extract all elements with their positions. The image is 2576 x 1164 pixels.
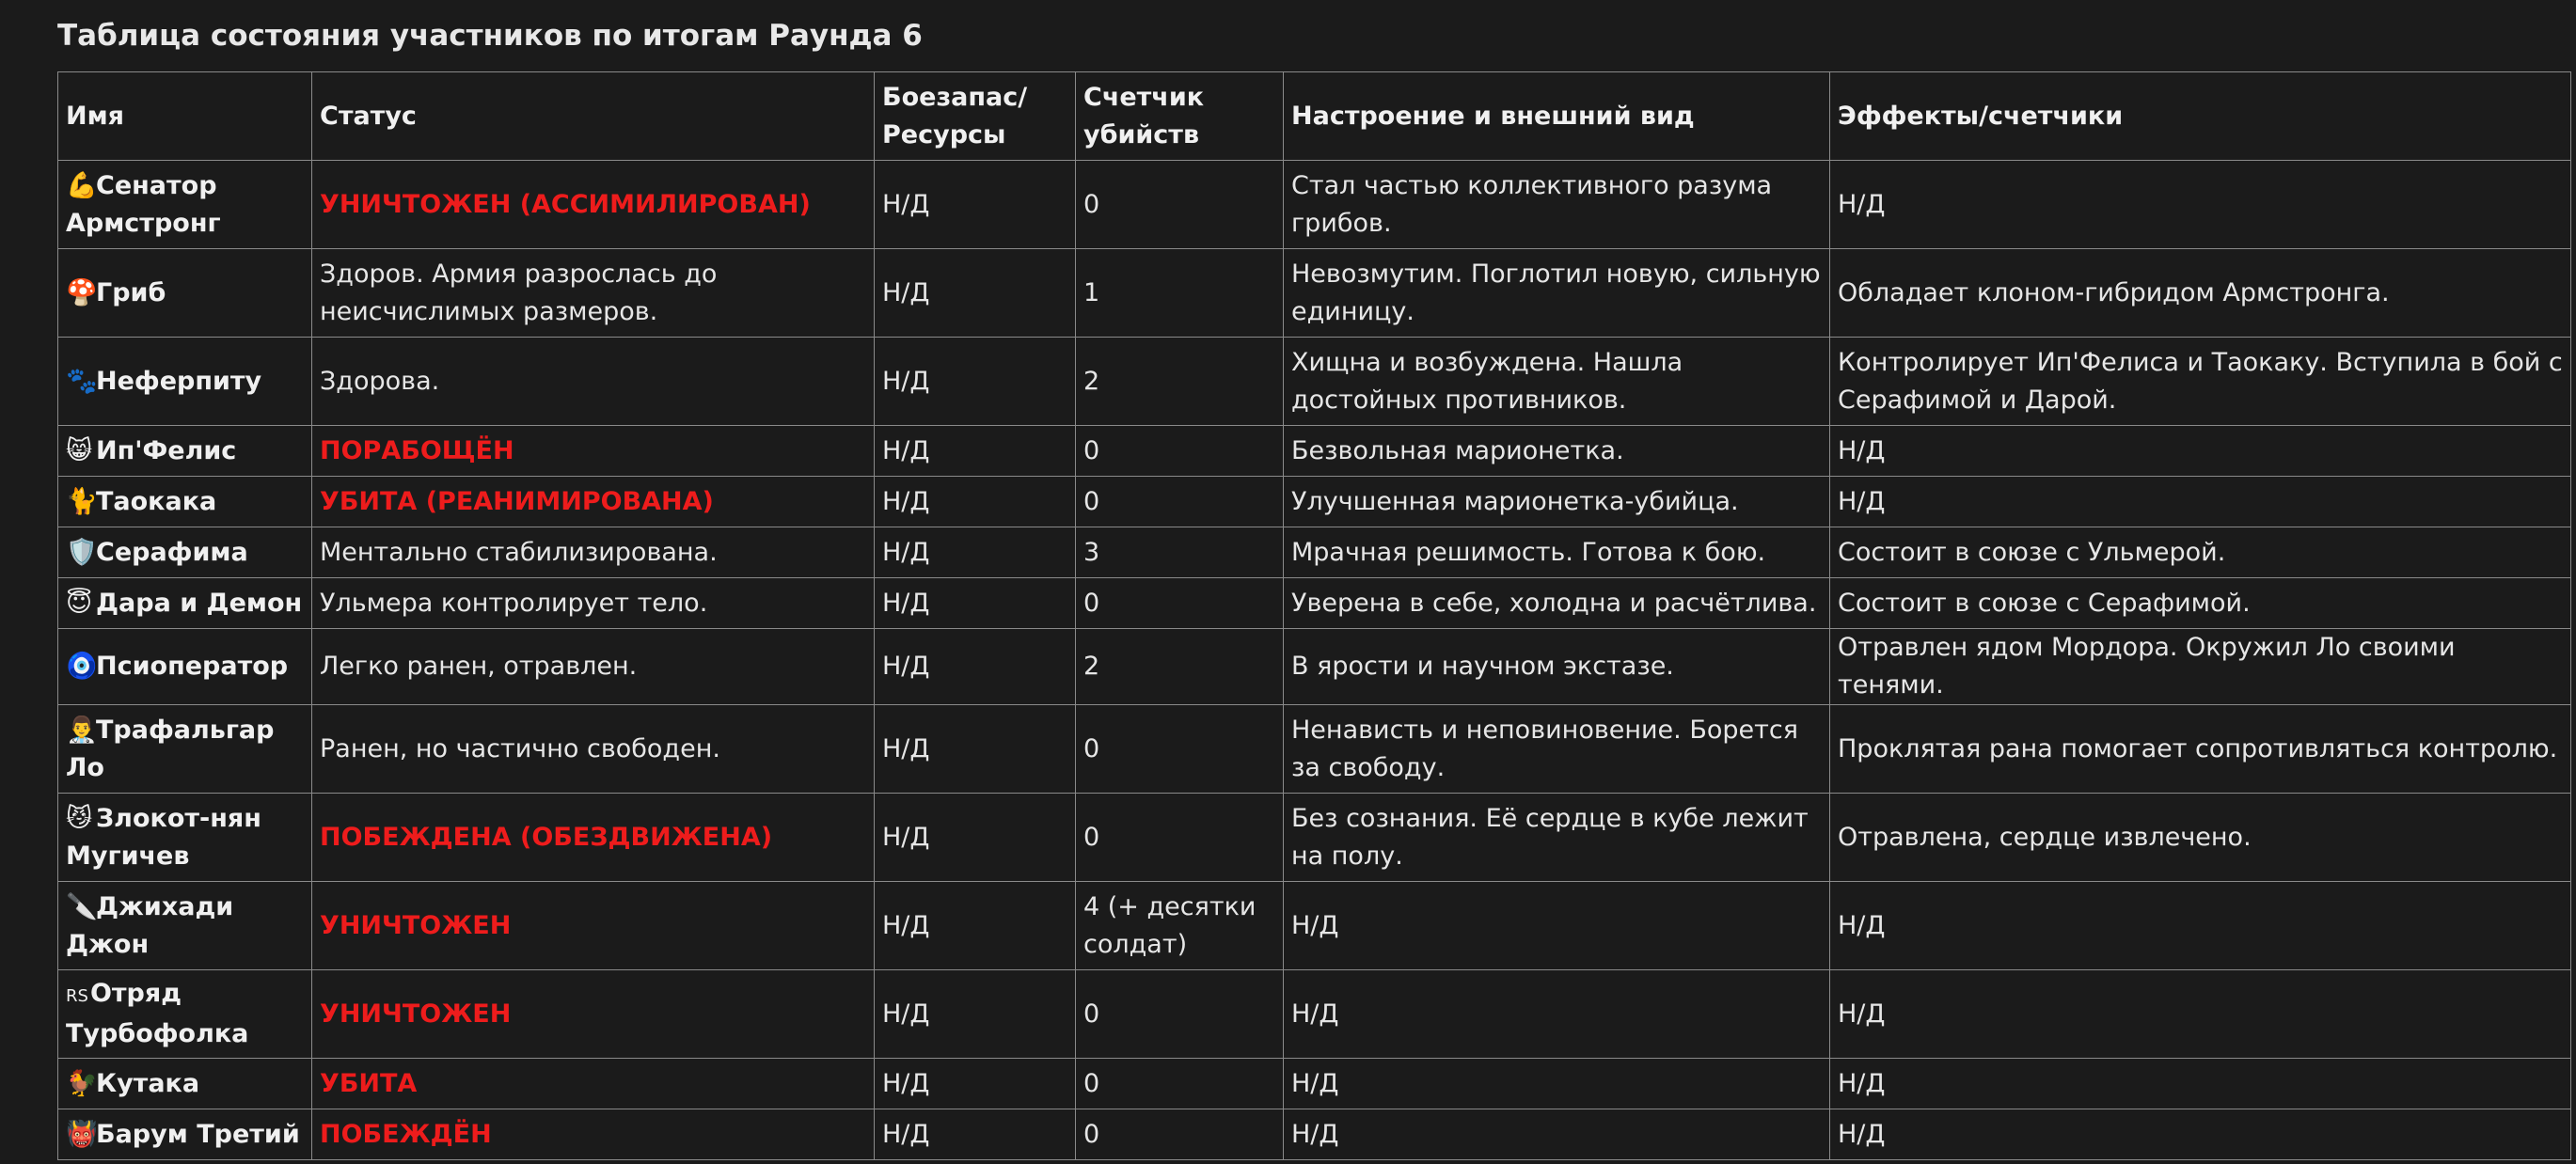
participant-kills-cell [1076, 794, 1284, 882]
participant-name: Псиоператор [96, 652, 289, 681]
participant-ammo-text: Н/Д [882, 189, 930, 219]
table-row [58, 705, 2571, 794]
participant-ammo-cell [875, 970, 1076, 1059]
participant-name: Ип'Фелис [96, 435, 237, 465]
participant-kills-cell [1076, 1109, 1284, 1160]
participant-mood-cell [1284, 1059, 1830, 1109]
participant-kills-text: 2 [1083, 366, 1100, 396]
participant-mood-text: Ненависть и неповиновение. Борется за свободу. [1291, 715, 1798, 782]
participant-effects-text: Н/Д [1838, 189, 1886, 219]
participant-ammo-cell [875, 629, 1076, 705]
participant-effects-text: Н/Д [1838, 999, 1886, 1029]
participant-name-cell [58, 1059, 312, 1109]
participant-ammo-text: Н/Д [882, 733, 930, 763]
participant-name-cell [58, 426, 312, 477]
participant-kills-text: 0 [1083, 1068, 1100, 1098]
participant-status-text: ПОРАБОЩЁН [320, 435, 514, 465]
participant-mood-cell [1284, 882, 1830, 970]
shield-icon: 🛡️ [66, 537, 98, 567]
participant-mood-text: Уверена в себе, холодна и расчётлива. [1291, 588, 1817, 618]
table-row [58, 578, 2571, 629]
participant-status-text: Ранен, но частично свободен. [320, 733, 720, 763]
participant-name: Барум Третий [96, 1119, 300, 1149]
participant-ammo-text: Н/Д [882, 910, 930, 940]
participant-mood-text: Н/Д [1291, 1068, 1339, 1098]
participant-mood-cell [1284, 426, 1830, 477]
participant-kills-text: 0 [1083, 999, 1100, 1029]
participant-status-text: ПОБЕЖДЕНА (ОБЕЗДВИЖЕНА) [320, 822, 773, 852]
participant-kills-text: 0 [1083, 1119, 1100, 1149]
participant-name: Сенатор Армстронг [66, 170, 221, 238]
participant-name-cell [58, 477, 312, 527]
participant-status-cell [312, 629, 875, 705]
eye-amulet-icon: 🧿 [66, 652, 98, 681]
participant-effects-text: Н/Д [1838, 910, 1886, 940]
participant-kills-text: 1 [1083, 277, 1100, 307]
participant-kills-text: 3 [1083, 537, 1100, 567]
participant-ammo-text: Н/Д [882, 588, 930, 618]
participant-ammo-cell [875, 794, 1076, 882]
cat-face-icon: 😸 [66, 435, 93, 465]
mushroom-icon: 🍄 [66, 277, 98, 307]
participant-status-cell [312, 477, 875, 527]
participant-mood-text: В ярости и научном экстазе. [1291, 652, 1674, 681]
participant-mood-text: Стал частью коллективного разума грибов. [1291, 170, 1773, 238]
participant-status-text: Здорова. [320, 366, 440, 396]
participant-status-cell [312, 794, 875, 882]
participant-kills-cell [1076, 578, 1284, 629]
participant-effects-text: Контролирует Ип'Фелиса и Таокаку. Вступила в бой с Серафимой и Дарой. [1838, 347, 2563, 415]
participant-name: Неферпиту [96, 366, 262, 396]
participant-name-cell [58, 249, 312, 338]
participant-name-cell [58, 882, 312, 970]
participant-status-text: УНИЧТОЖЕН (АССИМИЛИРОВАН) [320, 189, 811, 219]
participant-ammo-text: Н/Д [882, 1119, 930, 1149]
participant-status-cell [312, 705, 875, 794]
participant-effects-cell [1830, 970, 2571, 1059]
angel-face-icon: 😇 [66, 588, 93, 618]
column-header-status: Статус [312, 72, 875, 161]
participant-effects-cell [1830, 249, 2571, 338]
ogre-mask-icon: 👹 [66, 1119, 98, 1149]
participant-status-text: ПОБЕЖДЁН [320, 1119, 492, 1149]
participant-mood-text: Невозмутим. Поглотил новую, сильную единицу. [1291, 259, 1821, 326]
participant-status-cell [312, 578, 875, 629]
participant-effects-cell [1830, 578, 2571, 629]
participant-status-text: Здоров. Армия разрослась до неисчислимых размеров. [320, 259, 718, 326]
participant-ammo-text: Н/Д [882, 1068, 930, 1098]
participant-ammo-text: Н/Д [882, 999, 930, 1029]
participant-name: Злокот-нян Мугичев [66, 803, 261, 871]
participant-status-text: УБИТА (РЕАНИМИРОВАНА) [320, 486, 714, 516]
participant-name-cell [58, 970, 312, 1059]
participant-mood-text: Хищна и возбуждена. Нашла достойных противников. [1291, 347, 1683, 415]
participant-effects-text: Н/Д [1838, 435, 1886, 465]
flexed-biceps-icon: 💪 [66, 170, 98, 200]
participant-ammo-cell [875, 578, 1076, 629]
column-header-ammo: Боезапас/ Ресурсы [875, 72, 1076, 161]
participant-status-cell [312, 527, 875, 578]
participant-status-cell [312, 249, 875, 338]
participant-effects-cell [1830, 161, 2571, 249]
table-row [58, 970, 2571, 1059]
participant-name: Отряд Турбофолка [66, 979, 249, 1048]
table-header-row [58, 72, 2571, 161]
participant-mood-text: Н/Д [1291, 1119, 1339, 1149]
participant-name: Кутака [96, 1068, 200, 1098]
participant-status-text: Легко ранен, отравлен. [320, 652, 638, 681]
participant-ammo-text: Н/Д [882, 537, 930, 567]
participant-mood-cell [1284, 705, 1830, 794]
participant-ammo-cell [875, 249, 1076, 338]
participant-ammo-cell [875, 527, 1076, 578]
table-row [58, 882, 2571, 970]
smirking-cat-icon: 😼 [66, 803, 93, 833]
participant-ammo-text: Н/Д [882, 652, 930, 681]
participant-status-cell [312, 970, 875, 1059]
participant-kills-cell [1076, 629, 1284, 705]
participant-effects-text: Состоит в союзе с Серафимой. [1838, 588, 2251, 618]
participant-status-text: Ментально стабилизирована. [320, 537, 718, 567]
participant-status-text: УБИТА [320, 1068, 418, 1098]
participant-kills-text: 2 [1083, 652, 1100, 681]
participant-status-cell [312, 161, 875, 249]
participant-kills-text: 0 [1083, 486, 1100, 516]
participant-mood-cell [1284, 1109, 1830, 1160]
participant-effects-cell [1830, 527, 2571, 578]
participant-effects-cell [1830, 477, 2571, 527]
participant-mood-text: Без сознания. Её сердце в кубе лежит на полу. [1291, 803, 1809, 871]
participant-effects-cell [1830, 705, 2571, 794]
participant-kills-cell [1076, 249, 1284, 338]
participant-ammo-text: Н/Д [882, 366, 930, 396]
participant-ammo-text: Н/Д [882, 277, 930, 307]
participant-status-text: Ульмера контролирует тело. [320, 588, 708, 618]
participant-name-cell [58, 161, 312, 249]
table-row [58, 477, 2571, 527]
participant-name: Таокака [96, 486, 217, 516]
participant-kills-text: 0 [1083, 733, 1100, 763]
doctor-icon: 👨‍⚕️ [66, 715, 98, 745]
participant-name-cell [58, 338, 312, 426]
participant-effects-text: Н/Д [1838, 1119, 1886, 1149]
participant-mood-cell [1284, 249, 1830, 338]
knife-icon: 🔪 [66, 891, 98, 921]
cat-icon: 🐈 [66, 486, 98, 516]
participant-mood-text: Мрачная решимость. Готова к бою. [1291, 537, 1766, 567]
participant-kills-text: 0 [1083, 435, 1100, 465]
participant-name-cell [58, 527, 312, 578]
participant-effects-cell [1830, 1109, 2571, 1160]
participant-kills-text: 0 [1083, 822, 1100, 852]
participant-mood-cell [1284, 477, 1830, 527]
participant-name: Гриб [96, 277, 166, 307]
participant-kills-cell [1076, 338, 1284, 426]
participant-status-cell [312, 1059, 875, 1109]
participant-kills-cell [1076, 1059, 1284, 1109]
participant-name-cell [58, 1109, 312, 1160]
participant-name: Серафима [96, 537, 248, 567]
table-row [58, 794, 2571, 882]
column-header-mood: Настроение и внешний вид [1284, 72, 1830, 161]
participant-effects-text: Отравлена, сердце извлечено. [1838, 822, 2252, 852]
table-row [58, 249, 2571, 338]
column-header-name: Имя [58, 72, 312, 161]
participant-status-text: УНИЧТОЖЕН [320, 910, 512, 940]
participant-name-cell [58, 705, 312, 794]
participant-kills-cell [1076, 527, 1284, 578]
participant-name: Дара и Демон [96, 588, 303, 618]
participant-kills-cell [1076, 882, 1284, 970]
participant-ammo-text: Н/Д [882, 486, 930, 516]
participant-mood-cell [1284, 527, 1830, 578]
table-row [58, 1109, 2571, 1160]
participant-kills-cell [1076, 970, 1284, 1059]
participant-kills-text: 0 [1083, 189, 1100, 219]
participant-status-text: УНИЧТОЖЕН [320, 999, 512, 1029]
participant-kills-cell [1076, 477, 1284, 527]
participant-mood-cell [1284, 578, 1830, 629]
participant-ammo-text: Н/Д [882, 435, 930, 465]
column-header-kills: Счетчик убийств [1076, 72, 1284, 161]
participant-mood-cell [1284, 794, 1830, 882]
participant-ammo-cell [875, 1059, 1076, 1109]
participant-name-cell [58, 794, 312, 882]
participant-mood-text: Улучшенная марионетка-убийца. [1291, 486, 1739, 516]
participant-effects-cell [1830, 338, 2571, 426]
participant-effects-cell [1830, 629, 2571, 705]
participant-name-cell [58, 629, 312, 705]
participant-name-cell [58, 578, 312, 629]
participant-mood-cell [1284, 338, 1830, 426]
participant-status-cell [312, 338, 875, 426]
participant-ammo-text: Н/Д [882, 822, 930, 852]
rooster-icon: 🐓 [66, 1068, 98, 1098]
participant-effects-text: Отравлен ядом Мордора. Окружил Ло своими тенями. [1838, 633, 2456, 700]
table-row [58, 629, 2571, 705]
participant-kills-cell [1076, 161, 1284, 249]
participant-effects-text: Н/Д [1838, 486, 1886, 516]
table-body [58, 161, 2571, 1160]
participant-mood-text: Н/Д [1291, 999, 1339, 1029]
table-row [58, 426, 2571, 477]
document-body [57, 17, 2570, 1160]
participant-ammo-cell [875, 161, 1076, 249]
participant-ammo-cell [875, 426, 1076, 477]
participant-kills-cell [1076, 705, 1284, 794]
table-row [58, 527, 2571, 578]
table-row [58, 1059, 2571, 1109]
participant-ammo-cell [875, 477, 1076, 527]
table-row [58, 338, 2571, 426]
participant-kills-text: 4 (+ десятки солдат) [1083, 891, 1256, 959]
participant-name: Джихади Джон [66, 891, 234, 959]
participant-effects-text: Обладает клоном-гибридом Армстронга. [1838, 277, 2390, 307]
participant-name: Трафальгар Ло [66, 715, 275, 782]
table-row [58, 161, 2571, 249]
column-header-effects: Эффекты/счетчики [1830, 72, 2571, 161]
participant-kills-text: 0 [1083, 588, 1100, 618]
participant-ammo-cell [875, 1109, 1076, 1160]
paw-prints-icon: 🐾 [66, 366, 98, 396]
participant-mood-cell [1284, 629, 1830, 705]
participant-ammo-cell [875, 338, 1076, 426]
participant-mood-text: Н/Д [1291, 910, 1339, 940]
participant-effects-text: Состоит в союзе с Ульмерой. [1838, 537, 2226, 567]
participant-status-cell [312, 882, 875, 970]
participant-mood-text: Безвольная марионетка. [1291, 435, 1624, 465]
participant-effects-text: Н/Д [1838, 1068, 1886, 1098]
participant-kills-cell [1076, 426, 1284, 477]
participant-ammo-cell [875, 705, 1076, 794]
participant-effects-cell [1830, 794, 2571, 882]
participant-effects-cell [1830, 426, 2571, 477]
rs-badge-icon: RS [66, 986, 88, 1006]
participant-status-cell [312, 1109, 875, 1160]
participant-effects-text: Проклятая рана помогает сопротивляться контролю. [1838, 733, 2558, 763]
participant-effects-cell [1830, 882, 2571, 970]
participant-mood-cell [1284, 970, 1830, 1059]
participant-ammo-cell [875, 882, 1076, 970]
participant-status-cell [312, 426, 875, 477]
participants-status-table [57, 71, 2571, 1160]
participant-effects-cell [1830, 1059, 2571, 1109]
participant-mood-cell [1284, 161, 1830, 249]
page-title: Таблица состояния участников по итогам Раунда 6 [57, 19, 923, 53]
